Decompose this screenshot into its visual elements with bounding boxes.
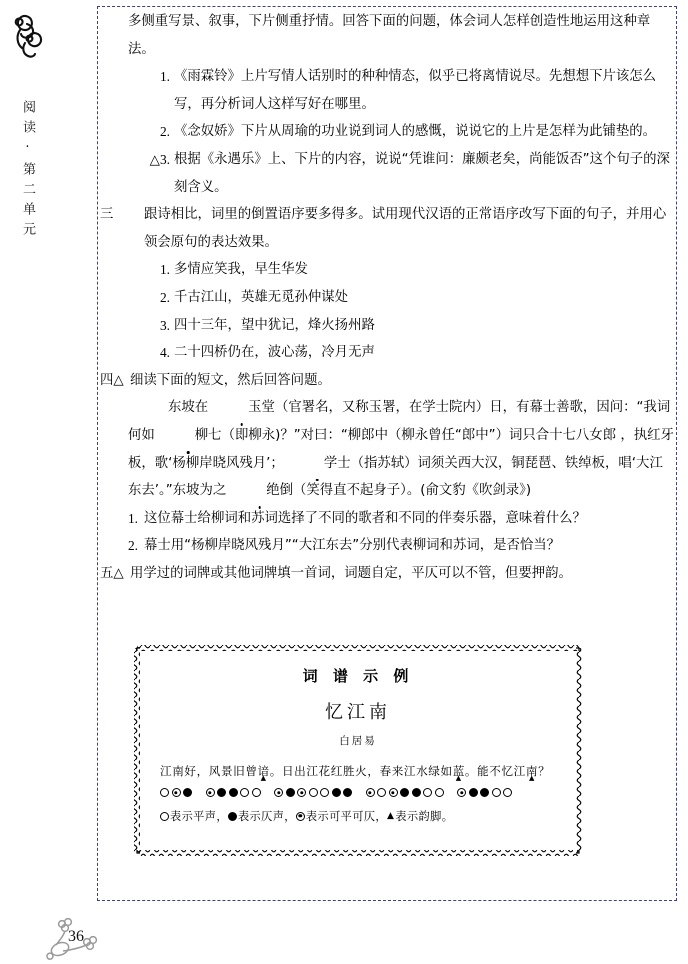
section-marker: 四△: [100, 372, 124, 388]
list-item: [100, 118, 676, 146]
list-item: [100, 63, 676, 118]
example-box-title: 词 谱 示 例: [302, 667, 414, 685]
tone-mark-ze: [332, 788, 341, 797]
tone-mark-ping: [377, 788, 386, 797]
passage-part: （即柳永)？”对曰：“柳郎中（柳永曾任“郎中”）词只合十七八女郎 ，执红牙板，歌‘杨柳岸晓风残月’；: [128, 427, 674, 471]
continuation-paragraph: 多侧重写景、叙事，下片侧重抒情。回答下面的问题，体会词人怎样创造性地运用这种章法。: [128, 14, 651, 57]
list-item-number: 4.: [159, 345, 170, 361]
passage-part: （官署名，又称玉署，在学士院内）日，有幕士善歌，因问：“我词何如: [128, 400, 671, 443]
tone-mark-ze: [469, 788, 478, 797]
tone-mark-ze: [286, 788, 295, 797]
legend-mark-either: [296, 812, 305, 821]
sidebar-unit-label: 阅读·第二单元: [20, 100, 35, 242]
ci-segment: 。日出江花红胜火，春来江水绿如: [269, 764, 453, 778]
list-item-number: 1.: [159, 69, 170, 85]
list-item-text: 四十三年，望中犹记，烽火扬州路: [174, 317, 375, 333]
list-item-text: 这位幕士给柳词和苏词选择了不同的歌者和不同的伴奏乐器，意味着什么？: [144, 510, 586, 526]
list-item: [100, 339, 676, 367]
list-item-text: 《雨霖铃》上片写情人话别时的种种情态，似乎已将离情说尽。先想想下片该怎么写，再分析词人这样写好在哪里。: [174, 69, 657, 112]
ci-author: 白居易: [339, 735, 377, 747]
tone-mark-ping: [423, 788, 432, 797]
tone-mark-ping: [160, 788, 169, 797]
page-footer: [46, 916, 186, 960]
section-marker: 三: [100, 207, 114, 223]
list-item-number: 1.: [159, 262, 170, 278]
tone-mark-ping: [320, 788, 329, 797]
legend-entry: [228, 808, 296, 824]
list-item-text: 二十四桥仍在，波心荡，冷月无声: [174, 345, 375, 361]
tone-group: [457, 788, 515, 797]
list-item: [100, 312, 676, 340]
tone-pattern-row: [160, 788, 574, 797]
passage-part: 东坡在: [168, 400, 209, 416]
ci-tune-name: 忆江南: [325, 702, 391, 723]
tone-mark-either: [206, 788, 215, 797]
rhyme-character: 蓝 ▲: [453, 764, 465, 779]
tone-legend: [160, 808, 574, 824]
tone-mark-ping: [240, 788, 249, 797]
list-item: [100, 256, 676, 284]
tone-mark-either: [457, 788, 466, 797]
ci-poem-text: [160, 764, 574, 779]
section-marker: 五△: [100, 565, 124, 581]
list-item-number: 3.: [159, 317, 170, 333]
emphasized-term: 柳七: [155, 422, 222, 450]
tone-mark-ze: [400, 788, 409, 797]
rhyme-character: 谙 ▲: [258, 764, 270, 779]
section-text: 跟诗相比，词里的倒置语序要多得多。试用现代汉语的正常语序改写下面的句子，并用心领会原句的表达效果。: [144, 207, 667, 250]
legend-mark-ze: [228, 812, 237, 821]
list-item: [100, 505, 676, 533]
legend-text: 表示平声，: [170, 810, 228, 823]
exercise-section-four: [100, 367, 676, 395]
tone-mark-ze: [229, 788, 238, 797]
emphasized-term: 学士: [284, 450, 351, 478]
list-item-text: 《念奴娇》下片从周瑜的功业说到词人的感慨，说说它的上片是怎样为此铺垫的。: [174, 124, 657, 140]
tone-mark-ze: [480, 788, 489, 797]
legend-entry: [160, 808, 228, 824]
sidebar: [0, 0, 96, 964]
tone-mark-ze: [343, 788, 352, 797]
classical-passage: [100, 394, 676, 504]
tone-mark-either: [389, 788, 398, 797]
exercise-section-five: [100, 560, 676, 588]
ci-segment: ？: [538, 764, 551, 778]
list-item: [100, 146, 676, 201]
rhyme-character: 南 ▲: [526, 764, 538, 779]
list-item-number: △3.: [149, 151, 170, 167]
tone-mark-ping: [435, 788, 444, 797]
list-item-number: 1.: [127, 510, 138, 526]
list-item-text: 根据《永遇乐》上、下片的内容，说说“凭谁问：廉颇老矣，尚能饭否”这个句子的深刻含义。: [174, 151, 670, 195]
list-item-number: 2.: [127, 538, 138, 554]
list-item-text: 多情应笑我，早生华发: [174, 262, 308, 278]
legend-entry: [387, 808, 453, 824]
passage-part: （指苏轼）词须关西大汉，铜琵琶、铁绰板，唱‘大江东去’。”东坡为之: [128, 455, 663, 499]
legend-triangle-icon: ▲: [387, 811, 395, 821]
list-item: [100, 284, 676, 312]
tone-mark-ping: [252, 788, 261, 797]
ci-poem-block: [142, 764, 574, 824]
tone-mark-either: [366, 788, 375, 797]
list-item-text: 千古江山，英雄无觅孙仲谋处: [174, 289, 349, 305]
tone-mark-either: [274, 788, 283, 797]
passage-part: （笑得直不起身子）。(俞文豹《吹剑录》): [293, 483, 532, 499]
list-item-number: 2.: [159, 124, 170, 140]
tone-mark-either: [297, 788, 306, 797]
section-text: 用学过的词牌或其他词牌填一首词，词题自定，平仄可以不管，但要押韵。: [130, 565, 572, 581]
legend-entry: [296, 808, 387, 824]
emphasized-term: 绝倒: [226, 477, 293, 505]
tone-group: [206, 788, 264, 797]
main-content: [100, 8, 676, 587]
section-text: 细读下面的短文，然后回答问题。: [130, 372, 331, 388]
tone-mark-ping: [503, 788, 512, 797]
tone-group: [274, 788, 355, 797]
list-item: [100, 532, 676, 560]
tone-mark-ping: [309, 788, 318, 797]
emphasized-term: 玉堂: [208, 394, 275, 422]
legend-text: 表示仄声，: [237, 810, 296, 823]
tone-mark-ze: [412, 788, 421, 797]
ci-pattern-example-box: [132, 643, 584, 858]
tone-group: [160, 788, 195, 797]
legend-mark-ping: [160, 812, 169, 821]
list-item-number: 2.: [159, 289, 170, 305]
list-item-text: 幕士用“杨柳岸晓风残月”“大江东去”分别代表柳词和苏词，是否恰当？: [144, 538, 561, 554]
exercise-section-three: [100, 201, 676, 256]
legend-text: 表示韵脚。: [395, 810, 454, 823]
scroll-flourish-icon: [8, 10, 52, 66]
tone-group: [366, 788, 447, 797]
legend-text: 表示可平可仄，: [305, 810, 388, 823]
ci-segment: 江南好，风景旧曾: [160, 764, 258, 778]
tone-mark-ping: [492, 788, 501, 797]
ci-segment: 。能不忆江: [464, 764, 526, 778]
tone-mark-either: [172, 788, 181, 797]
page-number: 36: [68, 928, 84, 945]
tone-mark-ze: [183, 788, 192, 797]
tone-mark-ze: [217, 788, 226, 797]
